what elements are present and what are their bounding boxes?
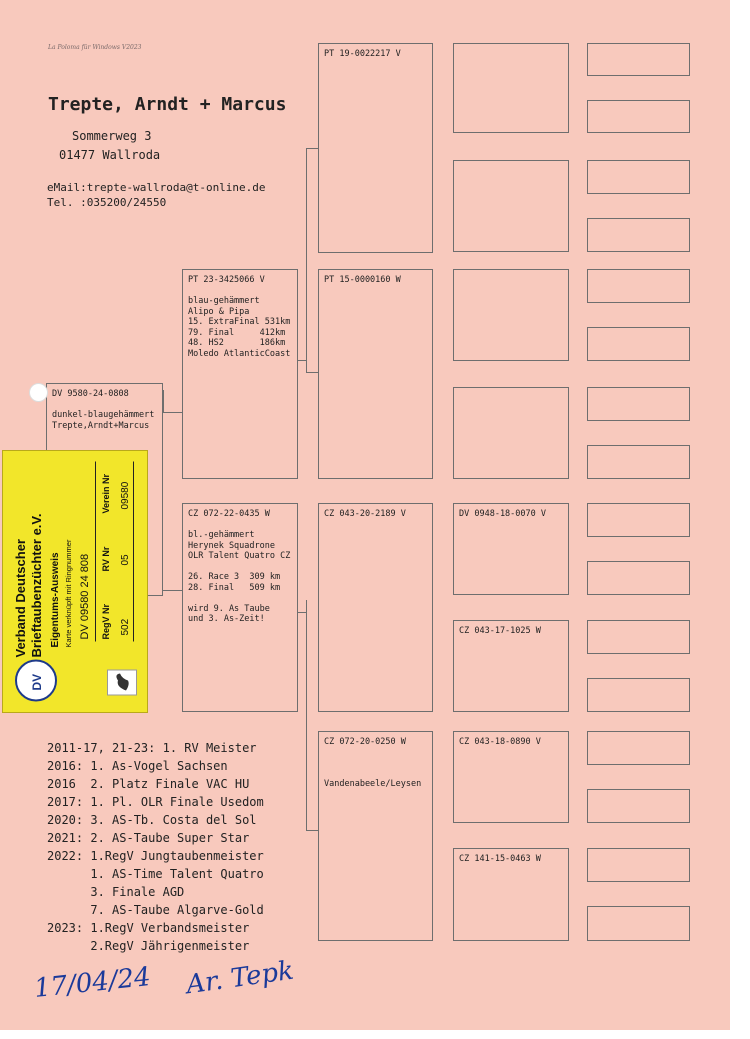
ancestor-box (587, 561, 690, 595)
great-grandparent-text: CZ 043-18-0890 V (459, 737, 541, 747)
great-grandparent-box (453, 387, 569, 479)
dam-text: CZ 072-22-0435 W bl.-gehämmert Herynek Squadrone OLR Talent Quatro CZ 26. Race 3 309 km 28. Final 509 km wird 9. As Taube und 3. As-Zeit! (188, 509, 291, 624)
owner-phone: Tel. :035200/24550 (47, 196, 167, 209)
sire-dam-box (318, 269, 433, 479)
card-col1-value: 502 (120, 618, 131, 636)
card-col1-label: RegV Nr (101, 603, 111, 640)
great-grandparent-box (453, 503, 569, 595)
ancestor-box (587, 906, 690, 941)
owner-email: eMail:trepte-wallroda@t-online.de (47, 181, 266, 194)
dam-dam-text: CZ 072-20-0250 W Vandenabeele/Leysen (324, 737, 422, 789)
dam-sire-text: CZ 043-20-2189 V (324, 509, 406, 519)
great-grandparent-box (453, 731, 569, 823)
great-grandparent-box (453, 43, 569, 133)
ancestor-box (587, 848, 690, 882)
sire-sire-text: PT 19-0022217 V (324, 49, 401, 59)
card-col3-value: 09580 (120, 481, 131, 510)
sire-sire-box (318, 43, 433, 253)
ancestor-box (587, 100, 690, 133)
dove-emblem-icon (107, 670, 137, 696)
ancestor-box (587, 387, 690, 421)
great-grandparent-box (453, 160, 569, 252)
great-grandparent-box (453, 620, 569, 712)
card-subtitle-note: Karte verknüpft mit Ringnummer (64, 539, 73, 648)
ancestor-box (587, 731, 690, 765)
software-caption: La Poloma für Windows V2023 (48, 44, 142, 51)
card-rule (95, 462, 96, 642)
ancestor-box (587, 218, 690, 252)
connector-line (298, 612, 306, 613)
sire-text: PT 23-3425066 V blau-gehämmert Alipo & Pipa 15. ExtraFinal 531km 79. Final 412km 48. HS2 186km Moledo AtlanticCoast (188, 275, 291, 359)
card-rule (133, 462, 134, 642)
ancestor-box (587, 43, 690, 76)
ancestor-box (587, 327, 690, 361)
card-col2-value: 05 (120, 554, 131, 566)
subject-pigeon-text: DV 9580-24-0808 dunkel-blaugehämmert Trepte,Arndt+Marcus (52, 389, 155, 431)
punch-hole (29, 383, 48, 402)
great-grandparent-text: DV 0948-18-0070 V (459, 509, 546, 519)
connector-line (306, 830, 318, 831)
sire-box (182, 269, 298, 479)
connector-line (163, 390, 164, 412)
card-title-line2: Brieftaubenzüchter e.V. (29, 513, 44, 658)
svg-text:DV: DV (30, 673, 44, 691)
card-title-line1: Verband Deutscher (13, 539, 28, 658)
ancestor-box (587, 269, 690, 303)
ancestor-box (587, 160, 690, 194)
sire-dam-text: PT 15-0000160 W (324, 275, 401, 285)
card-col3-label: Verein Nr (101, 473, 111, 514)
dam-box (182, 503, 298, 712)
ancestor-box (587, 678, 690, 712)
great-grandparent-box (453, 848, 569, 941)
ownership-card-content (7, 455, 145, 710)
ancestor-box (587, 503, 690, 537)
connector-line (298, 360, 306, 361)
ancestor-box (587, 445, 690, 479)
signature: Ar. Tepk (184, 955, 296, 1001)
connector-line (306, 372, 318, 373)
connector-line (306, 600, 307, 830)
card-col2-label: RV Nr (101, 546, 111, 572)
ancestor-box (587, 789, 690, 823)
ownership-card (2, 450, 148, 713)
achievements-list: 2011-17, 21-23: 1. RV Meister 2016: 1. As-Vogel Sachsen 2016 2. Platz Finale VAC HU 2017: 1. Pl. OLR Finale Usedom 2020: 3. AS-Tb. Costa del Sol 2021: 2. AS-Taube Super Star 2022: 1.RegV Jungtaubenmeister 1. AS-Time Talent Quatro 3. Finale AGD 7. AS-Taube Algarve-Gold 2023: 1.RegV Verbandsmeister 2.RegV Jährigenmeister (47, 741, 264, 953)
great-grandparent-text: CZ 141-15-0463 W (459, 854, 541, 864)
card-ring-number: DV 09580 24 808 (79, 553, 91, 640)
card-subtitle: Eigentums-Ausweis (50, 552, 61, 648)
connector-line (163, 412, 182, 413)
connector-line (306, 148, 307, 372)
owner-city: 01477 Wallroda (59, 148, 161, 162)
dam-dam-box (318, 731, 433, 941)
great-grandparent-text: CZ 043-17-1025 W (459, 626, 541, 636)
owner-street: Sommerweg 3 (72, 129, 152, 143)
association-logo (15, 660, 57, 702)
great-grandparent-box (453, 269, 569, 361)
owner-name: Trepte, Arndt + Marcus (48, 94, 287, 115)
dam-sire-box (318, 503, 433, 712)
connector-line (163, 590, 182, 591)
connector-line (306, 148, 318, 149)
ancestor-box (587, 620, 690, 654)
handwritten-date: 17/04/24 (32, 961, 153, 1005)
